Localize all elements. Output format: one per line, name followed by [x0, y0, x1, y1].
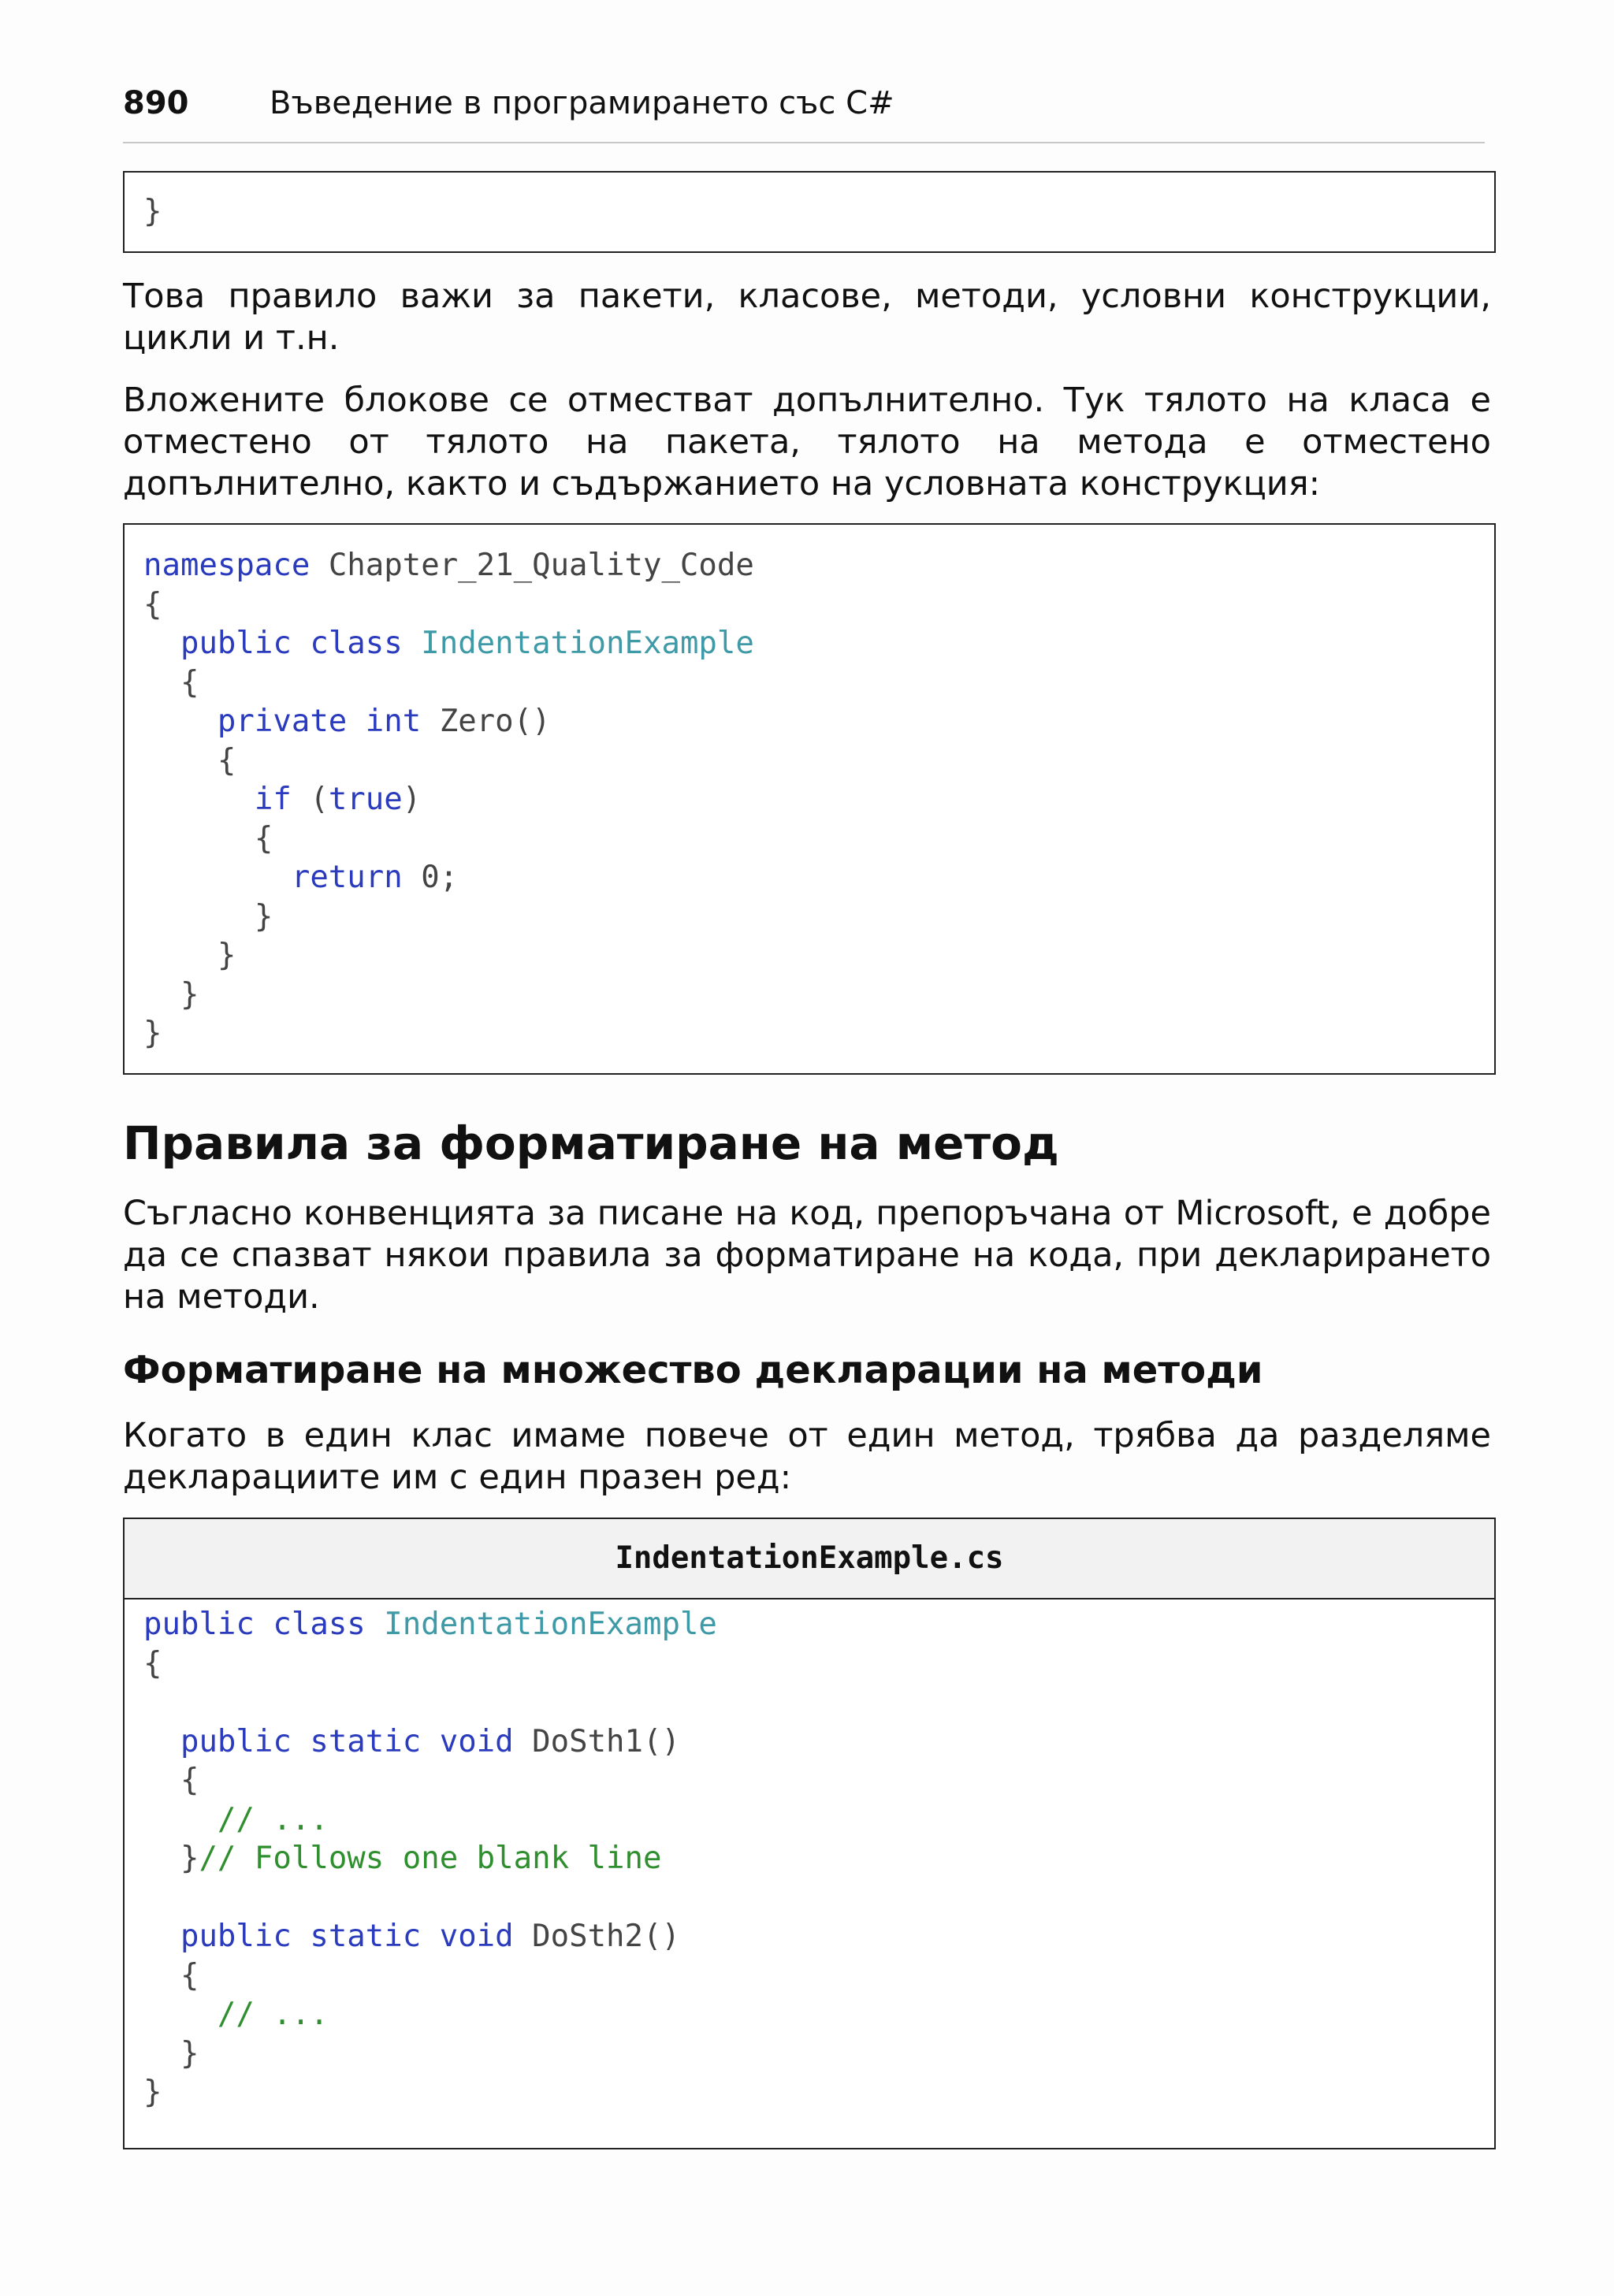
code-line: { [143, 1645, 162, 1681]
code-line: }// Follows one blank line [180, 1841, 662, 1876]
subsection-heading: Форматиране на множество декларации на методи [123, 1348, 1263, 1392]
paragraph: Вложените блокове се отместват допълнително. Тук тялото на класа е отместено от тялото на пакета, тялото на метода е отместено допълнително, както и съдържанието на условната конструкция: [123, 381, 1491, 503]
code-line: { [180, 1763, 199, 1798]
code-line: namespace Chapter_21_Quality_Code [143, 548, 754, 583]
code-line: // ... [217, 1997, 329, 2032]
code-example-indentation [123, 523, 1496, 1075]
code-line: { [217, 742, 236, 778]
code-line: public static void DoSth1() [180, 1723, 680, 1759]
code-line: private int Zero() [217, 704, 551, 739]
code-line: { [254, 820, 273, 856]
paragraph: Това правило важи за пакети, класове, методи, условни конструкции, цикли и т.н. [123, 277, 1491, 358]
code-line: } [254, 898, 273, 934]
code-line: { [180, 664, 199, 700]
code-line: if (true) [254, 782, 422, 817]
code-line: public class IndentationExample [180, 626, 754, 661]
code-line: } [143, 194, 162, 229]
page-number: 890 [123, 85, 189, 121]
code-example-method-declarations [123, 1518, 1496, 2149]
code-caption: IndentationExample.cs [125, 1519, 1494, 1599]
code-body [125, 1599, 1494, 2112]
code-line: { [143, 586, 162, 622]
code-line: // ... [217, 1801, 329, 1837]
code-line: } [180, 2035, 199, 2071]
code-line: } [143, 2075, 162, 2110]
code-line-blank [143, 1683, 1475, 1722]
code-line: } [143, 1016, 162, 1051]
code-fragment-box [123, 171, 1496, 253]
code-body [125, 525, 1494, 1053]
code-line: public class IndentationExample [143, 1607, 717, 1642]
code-line-blank [143, 1878, 1475, 1918]
code-line: public static void DoSth2() [180, 1919, 680, 1954]
code-line: return 0; [291, 860, 459, 895]
code-body [125, 173, 1494, 232]
section-heading: Правила за форматиране на метод [123, 1116, 1059, 1170]
code-line: } [217, 938, 236, 973]
book-title: Въведение в програмирането със C# [270, 85, 894, 121]
code-line: } [180, 976, 199, 1012]
code-line: { [180, 1957, 199, 1993]
paragraph: Когато в един клас имаме повече от един метод, трябва да разделяме декларациите им с един празен ред: [123, 1416, 1491, 1497]
page-header [123, 79, 1485, 143]
paragraph: Съгласно конвенцията за писане на код, препоръчана от Microsoft, е добре да се спазват някои правила за форматиране на кода, при декларирането на методи. [123, 1194, 1491, 1317]
